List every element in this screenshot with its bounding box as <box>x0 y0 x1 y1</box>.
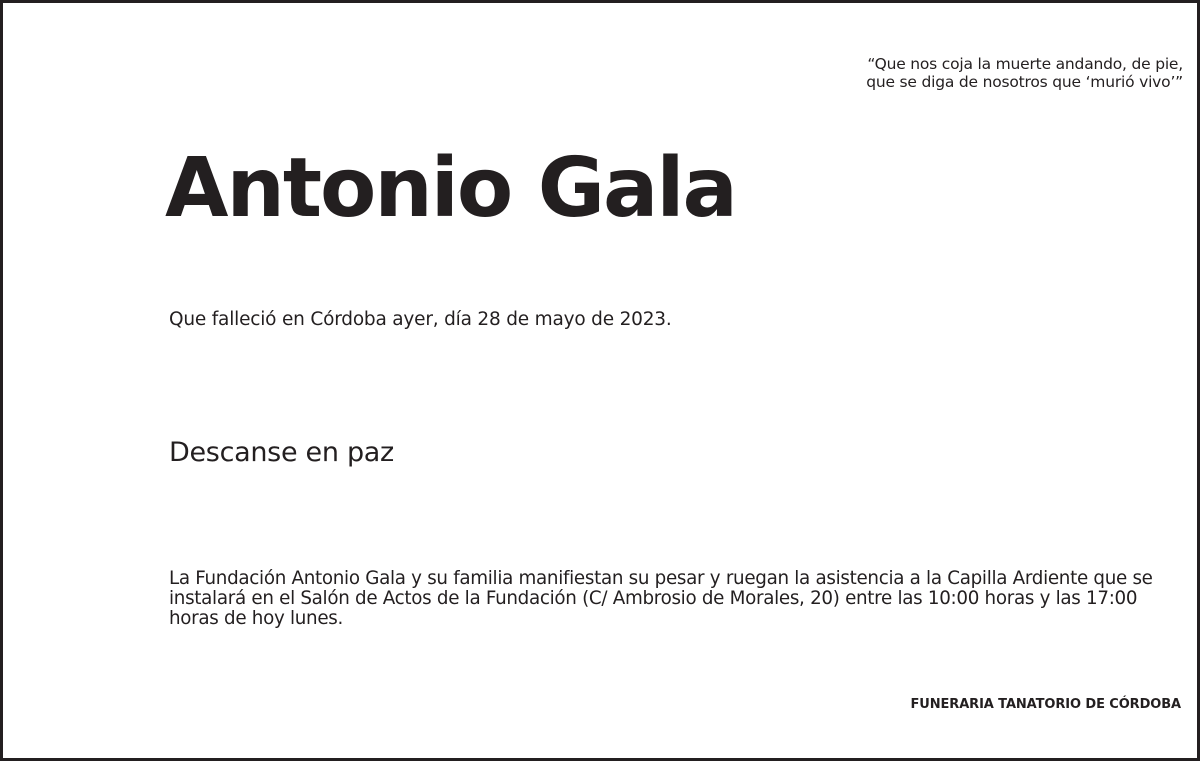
funeral-home-name: FUNERARIA TANATORIO DE CÓRDOBA <box>910 697 1181 712</box>
epigraph-line-2: que se diga de nosotros que ‘murió vivo’” <box>866 73 1183 91</box>
deceased-name: Antonio Gala <box>165 141 736 236</box>
epigraph-quote <box>866 55 1183 91</box>
rest-in-peace-text: Descanse en paz <box>169 437 394 468</box>
chapel-announcement: La Fundación Antonio Gala y su familia manifiestan su pesar y ruegan la asistencia a la Capilla Ardiente que se instalará en el Salón de Actos de la Fundación (C/ Ambrosio de Morales, 20) entre las 10:00 horas y las 17:00 horas de hoy lunes. <box>169 568 1153 629</box>
death-date-text: Que falleció en Córdoba ayer, día 28 de mayo de 2023. <box>169 309 672 330</box>
epigraph-line-1: “Que nos coja la muerte andando, de pie, <box>867 55 1183 73</box>
